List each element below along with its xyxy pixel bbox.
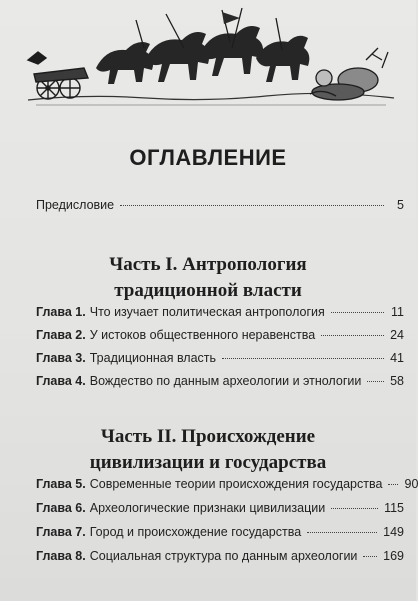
dot-leader xyxy=(307,532,377,533)
chapter-title: Современные теории происхождения государства xyxy=(89,477,383,491)
part-1-title xyxy=(0,252,416,304)
toc-entry-chapter-7[interactable] xyxy=(36,525,404,539)
chapter-title: Археологические признаки цивилизации xyxy=(89,501,326,515)
toc-heading: ОГЛАВЛЕНИЕ xyxy=(129,145,287,170)
toc-entry-chapter-6[interactable] xyxy=(36,501,404,515)
chapter-label: Глава 6. xyxy=(36,501,86,515)
chariot-figure xyxy=(28,52,88,99)
toc-entry-chapter-5[interactable] xyxy=(36,477,418,491)
toc-entry-chapter-4[interactable] xyxy=(36,374,404,388)
chapter-label: Глава 4. xyxy=(36,374,86,388)
page-number: 5 xyxy=(397,198,404,212)
toc-entry-chapter-2[interactable] xyxy=(36,328,404,342)
preface-title: Предисловие xyxy=(36,198,115,212)
chapter-title: У истоков общественного неравенства xyxy=(89,328,316,342)
toc-entry-chapter-3[interactable] xyxy=(36,351,404,365)
part-title-line: традиционной власти xyxy=(114,280,302,301)
page-number: 58 xyxy=(390,374,404,388)
dot-leader xyxy=(321,335,384,336)
toc-entry-chapter-1[interactable] xyxy=(36,305,404,319)
dot-leader xyxy=(222,358,384,359)
chapter-label: Глава 8. xyxy=(36,549,86,563)
part-title-line: цивилизации и государства xyxy=(89,452,327,473)
dot-leader xyxy=(363,556,377,557)
chapter-label: Глава 3. xyxy=(36,351,86,365)
chapter-label: Глава 2. xyxy=(36,328,86,342)
page-number: 149 xyxy=(383,525,404,539)
chapter-title: Социальная структура по данным археологии xyxy=(89,549,358,563)
page-number: 169 xyxy=(383,549,404,563)
dot-leader xyxy=(331,508,378,509)
part-title-line: Часть I. Антропология xyxy=(109,254,307,275)
page-number: 24 xyxy=(390,328,404,342)
part-2-title xyxy=(0,424,416,476)
chapter-label: Глава 5. xyxy=(36,477,86,491)
toc-entry-preface[interactable] xyxy=(36,198,404,212)
page-number: 41 xyxy=(390,351,404,365)
toc-entry-chapter-8[interactable] xyxy=(36,549,404,563)
page-number: 11 xyxy=(391,305,404,319)
part-title-line: Часть II. Происхождение xyxy=(100,426,316,447)
chapter-title: Традиционная власть xyxy=(89,351,217,365)
banner-flag-figure xyxy=(222,12,240,24)
chapter-title: Что изучает политическая антропология xyxy=(89,305,325,319)
battle-engraving-illustration xyxy=(26,8,396,112)
chapter-label: Глава 7. xyxy=(36,525,86,539)
dot-leader xyxy=(331,312,384,313)
fallen-warriors-figures xyxy=(310,48,388,100)
chapter-title: Вождество по данным археологии и этнологии xyxy=(89,374,362,388)
page-number: 115 xyxy=(384,501,404,515)
chapter-label: Глава 1. xyxy=(36,305,86,319)
horses-figures xyxy=(96,26,309,84)
chapter-title: Город и происхождение государства xyxy=(89,525,302,539)
dot-leader xyxy=(120,205,384,206)
page-number: 90 xyxy=(404,477,418,491)
dot-leader xyxy=(367,381,384,382)
dot-leader xyxy=(388,484,398,485)
